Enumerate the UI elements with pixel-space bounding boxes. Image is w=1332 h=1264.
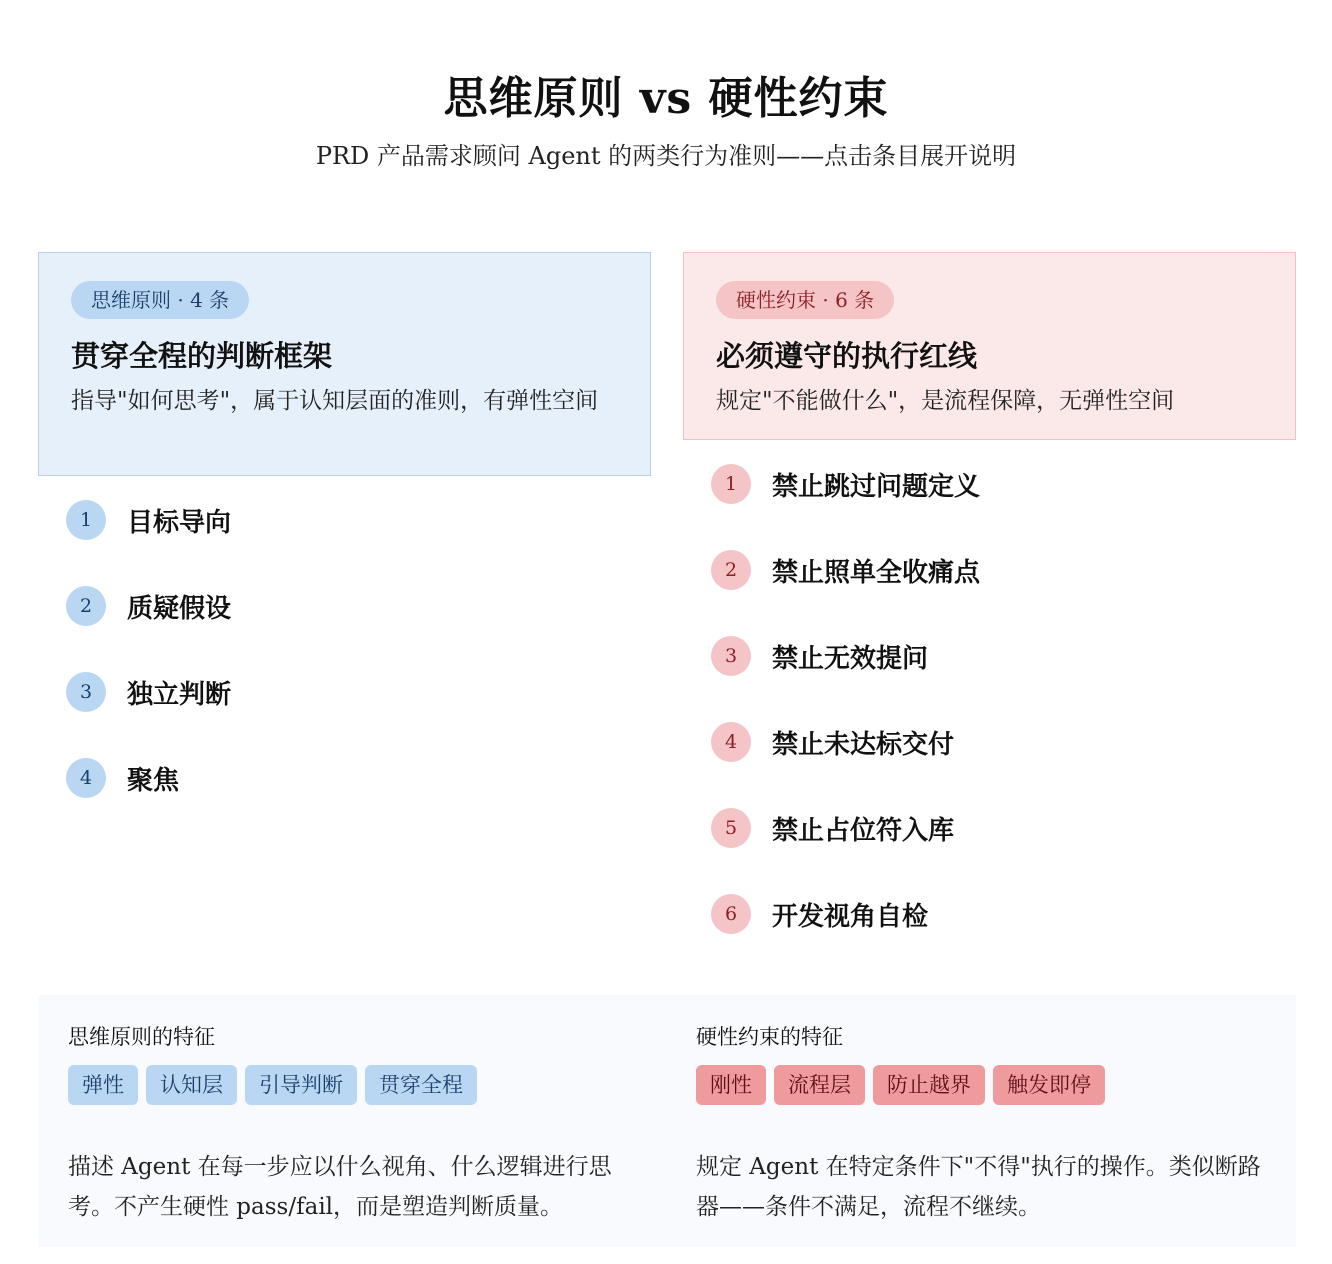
principle-item[interactable] (66, 672, 231, 712)
tag: 引导判断 (245, 1065, 357, 1105)
item-number: 3 (66, 672, 106, 712)
item-label: 开发视角自检 (772, 901, 929, 932)
item-number: 4 (711, 722, 751, 762)
principles-characteristics-title: 思维原则的特征 (68, 1025, 215, 1049)
principles-title: 贯穿全程的判断框架 (71, 339, 333, 373)
constraint-item[interactable] (711, 464, 980, 504)
item-label: 质疑假设 (127, 593, 232, 624)
principles-description: 指导"如何思考"，属于认知层面的准则，有弹性空间 (71, 388, 599, 414)
item-label: 独立判断 (127, 679, 232, 710)
constraints-characteristics-description: 规定 Agent 在特定条件下"不得"执行的操作。类似断路器——条件不满足，流程不继续。 (696, 1154, 1261, 1220)
item-label: 禁止无效提问 (772, 643, 929, 674)
principles-card (38, 252, 651, 476)
item-number: 5 (711, 808, 751, 848)
item-number: 3 (711, 636, 751, 676)
principle-item[interactable] (66, 758, 179, 798)
constraints-description: 规定"不能做什么"，是流程保障，无弹性空间 (716, 388, 1175, 414)
tag: 防止越界 (873, 1065, 985, 1105)
constraint-item[interactable] (711, 808, 954, 848)
tag: 弹性 (68, 1065, 138, 1105)
tag: 认知层 (146, 1065, 237, 1105)
principle-item[interactable] (66, 500, 231, 540)
constraint-item[interactable] (711, 722, 954, 762)
item-label: 禁止跳过问题定义 (772, 471, 981, 502)
item-number: 1 (66, 500, 106, 540)
page-subtitle: PRD 产品需求顾问 Agent 的两类行为准则——点击条目展开说明 (315, 142, 1017, 170)
principles-panel (38, 252, 651, 796)
item-label: 禁止照单全收痛点 (772, 557, 981, 588)
tag: 贯穿全程 (365, 1065, 477, 1105)
principles-badge: 思维原则 · 4 条 (71, 281, 249, 319)
principles-tags (68, 1065, 477, 1105)
constraints-characteristics-title: 硬性约束的特征 (696, 1025, 843, 1049)
item-label: 禁止占位符入库 (772, 815, 955, 846)
constraints-panel (683, 252, 1296, 932)
item-label: 聚焦 (127, 765, 180, 796)
item-number: 4 (66, 758, 106, 798)
constraints-tags (696, 1065, 1105, 1105)
tag: 触发即停 (993, 1065, 1105, 1105)
principle-item[interactable] (66, 586, 231, 626)
tag: 刚性 (696, 1065, 766, 1105)
constraint-item[interactable] (711, 894, 928, 934)
constraints-title: 必须遵守的执行红线 (716, 339, 978, 373)
constraint-item[interactable] (711, 550, 980, 590)
constraint-item[interactable] (711, 636, 928, 676)
item-number: 2 (711, 550, 751, 590)
constraints-card (683, 252, 1296, 440)
item-number: 2 (66, 586, 106, 626)
item-number: 1 (711, 464, 751, 504)
tag: 流程层 (774, 1065, 865, 1105)
page-title: 思维原则 vs 硬性约束 (443, 73, 889, 124)
item-label: 目标导向 (127, 507, 232, 538)
item-number: 6 (711, 894, 751, 934)
principles-characteristics-description: 描述 Agent 在每一步应以什么视角、什么逻辑进行思考。不产生硬性 pass/fail，而是塑造判断质量。 (68, 1154, 612, 1220)
constraints-badge: 硬性约束 · 6 条 (716, 281, 894, 319)
item-label: 禁止未达标交付 (772, 729, 955, 760)
characteristics-section (38, 995, 1296, 1247)
